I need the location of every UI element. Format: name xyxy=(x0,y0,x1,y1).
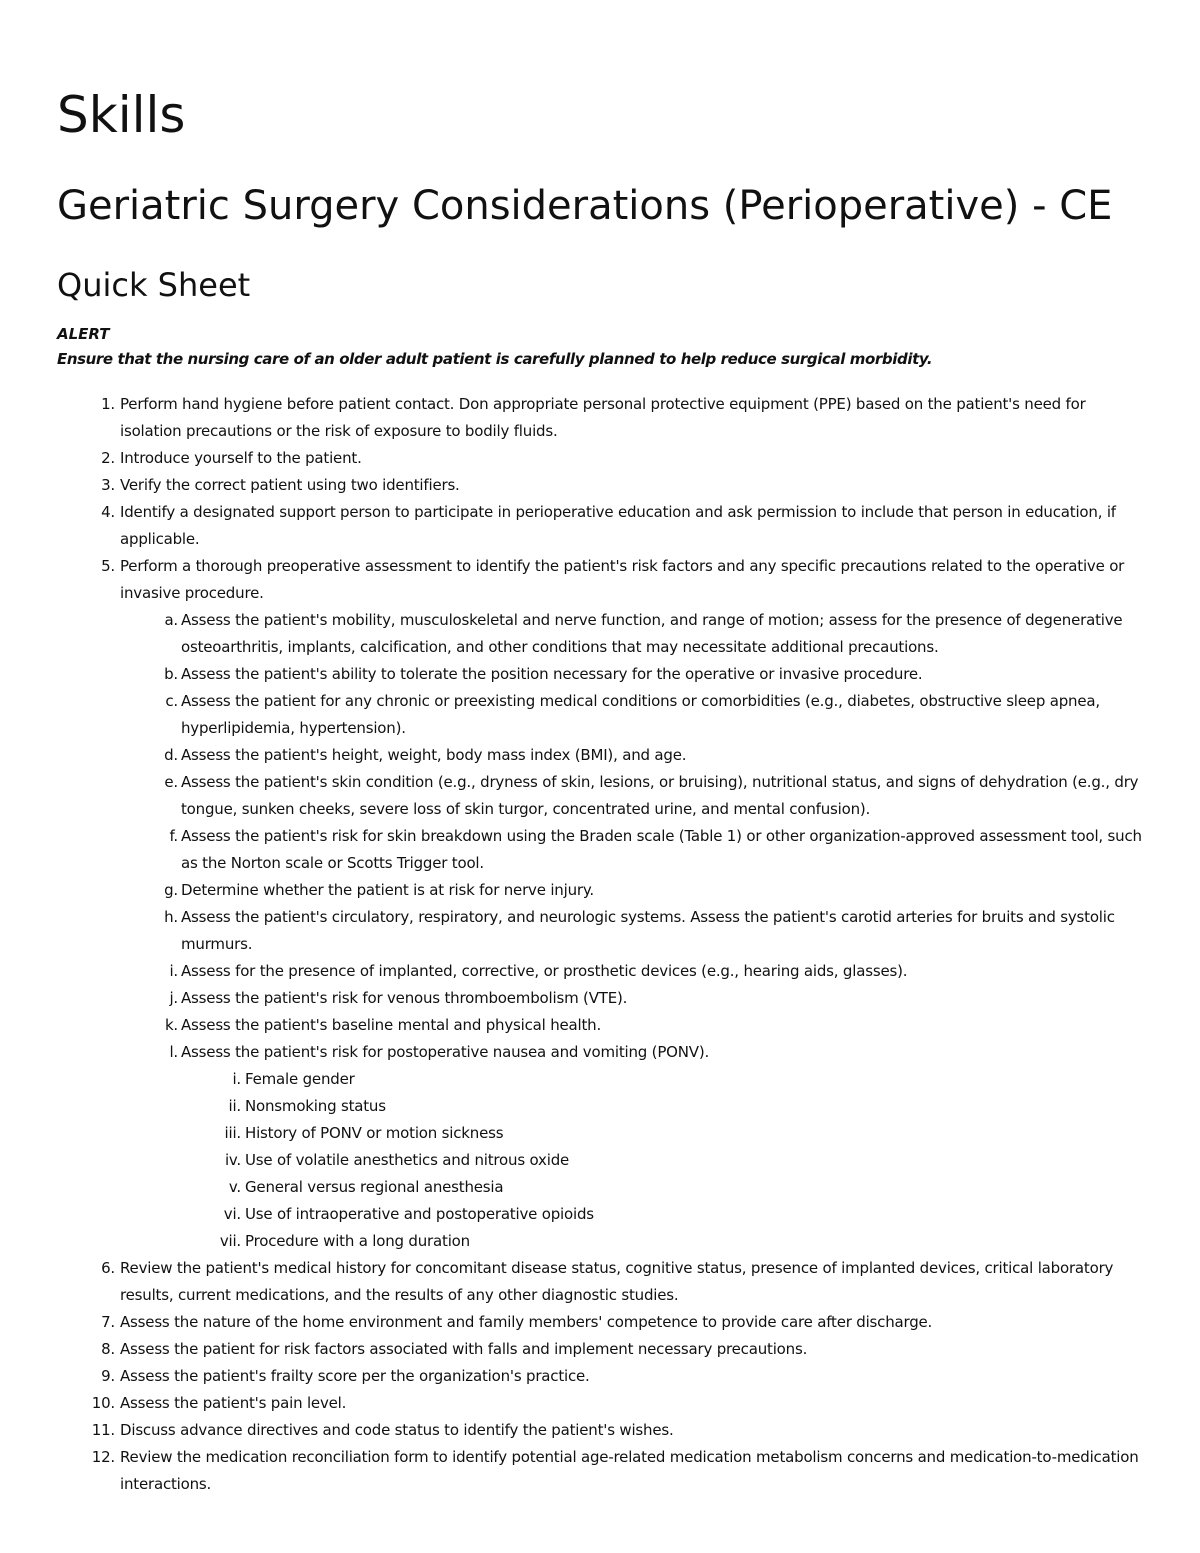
substep-item xyxy=(0,769,1200,823)
step-item xyxy=(0,553,1200,607)
list-marker: e. xyxy=(164,773,178,791)
list-marker: i. xyxy=(232,1070,241,1088)
list-marker: c. xyxy=(165,692,178,710)
substep-item xyxy=(0,1039,1200,1066)
list-marker: 2. xyxy=(101,449,115,467)
list-marker: f. xyxy=(169,827,178,845)
subsubstep-item xyxy=(0,1201,1200,1228)
list-item-text: Assess the patient's ability to tolerate the position necessary for the operative or invasive procedure. xyxy=(181,665,923,683)
subsubstep-item xyxy=(0,1174,1200,1201)
list-item-text: Assess the patient's height, weight, body mass index (BMI), and age. xyxy=(181,746,687,764)
list-marker: 8. xyxy=(101,1340,115,1358)
list-item-text: Determine whether the patient is at risk for nerve injury. xyxy=(181,881,594,899)
list-marker: 12. xyxy=(91,1448,115,1466)
list-item-text: Assess the patient for any chronic or preexisting medical conditions or comorbidities (e.g., diabetes, obstructive sleep apnea, hyperlipidemia, hypertension). xyxy=(181,692,1100,737)
list-item-text: Assess the patient's baseline mental and physical health. xyxy=(181,1016,602,1034)
step-item xyxy=(0,445,1200,472)
list-item-text: Perform a thorough preoperative assessment to identify the patient's risk factors and any specific precautions related to the operative or invasive procedure. xyxy=(120,557,1125,602)
substeps-list xyxy=(0,607,1200,1255)
subsubstep-item xyxy=(0,1228,1200,1255)
list-marker: 4. xyxy=(101,503,115,521)
substep-item xyxy=(0,1012,1200,1039)
list-item-text: Verify the correct patient using two identifiers. xyxy=(120,476,460,494)
list-item-text: Review the medication reconciliation form to identify potential age-related medication metabolism concerns and medication-to-medication interactions. xyxy=(120,1448,1139,1493)
substep-item xyxy=(0,688,1200,742)
list-item-text: Assess the patient's frailty score per the organization's practice. xyxy=(120,1367,590,1385)
subsubstep-item xyxy=(0,1120,1200,1147)
list-item-text: Assess the patient's skin condition (e.g., dryness of skin, lesions, or bruising), nutritional status, and signs of dehydration (e.g., dry tongue, sunken cheeks, severe loss of skin turgor, concentrated urine, and mental confusion). xyxy=(181,773,1139,818)
substep-item xyxy=(0,904,1200,958)
list-marker: k. xyxy=(164,1016,178,1034)
step-item xyxy=(0,1417,1200,1444)
list-marker: v. xyxy=(228,1178,241,1196)
list-marker: iii. xyxy=(224,1124,241,1142)
list-marker: g. xyxy=(164,881,178,899)
list-marker: b. xyxy=(164,665,178,683)
page-subtitle: Quick Sheet xyxy=(57,266,251,304)
substep-item xyxy=(0,958,1200,985)
substep-item xyxy=(0,742,1200,769)
list-item-text: Use of intraoperative and postoperative opioids xyxy=(245,1205,594,1223)
list-marker: 9. xyxy=(101,1367,115,1385)
list-marker: a. xyxy=(164,611,178,629)
list-marker: vii. xyxy=(219,1232,241,1250)
step-item xyxy=(0,472,1200,499)
substep-item xyxy=(0,877,1200,904)
list-item-text: Female gender xyxy=(245,1070,355,1088)
list-item-text: Assess the patient's pain level. xyxy=(120,1394,347,1412)
step-item xyxy=(0,1255,1200,1309)
list-item-text: Identify a designated support person to participate in perioperative education and ask permission to include that person in education, if applicable. xyxy=(120,503,1116,548)
step-item xyxy=(0,1309,1200,1336)
list-item-text: Perform hand hygiene before patient contact. Don appropriate personal protective equipment (PPE) based on the patient's need for isolation precautions or the risk of exposure to bodily fluids. xyxy=(120,395,1086,440)
list-item-text: Introduce yourself to the patient. xyxy=(120,449,362,467)
list-marker: 5. xyxy=(101,557,115,575)
list-marker: h. xyxy=(164,908,178,926)
list-marker: ii. xyxy=(228,1097,241,1115)
list-item-text: Assess the patient's circulatory, respiratory, and neurologic systems. Assess the patient's carotid arteries for bruits and systolic murmurs. xyxy=(181,908,1115,953)
list-marker: i. xyxy=(169,962,178,980)
alert-label: ALERT xyxy=(57,325,110,343)
subsubstep-item xyxy=(0,1147,1200,1174)
list-item-text: Nonsmoking status xyxy=(245,1097,386,1115)
page-title: Geriatric Surgery Considerations (Perioperative) - CE xyxy=(57,183,1113,229)
list-item-text: Assess the patient's risk for venous thromboembolism (VTE). xyxy=(181,989,628,1007)
list-marker: 3. xyxy=(101,476,115,494)
list-item-text: Assess the nature of the home environment and family members' competence to provide care after discharge. xyxy=(120,1313,933,1331)
list-marker: vi. xyxy=(223,1205,241,1223)
list-marker: iv. xyxy=(224,1151,241,1169)
list-item-text: Review the patient's medical history for concomitant disease status, cognitive status, presence of implanted devices, critical laboratory results, current medications, and the results of any other diagnostic studies. xyxy=(120,1259,1114,1304)
list-marker: j. xyxy=(169,989,178,1007)
list-marker: 7. xyxy=(101,1313,115,1331)
alert-text: Ensure that the nursing care of an older adult patient is carefully planned to help reduce surgical morbidity. xyxy=(57,350,933,368)
list-item-text: Assess the patient for risk factors associated with falls and implement necessary precautions. xyxy=(120,1340,808,1358)
list-item-text: General versus regional anesthesia xyxy=(245,1178,504,1196)
list-item-text: Assess the patient's risk for skin breakdown using the Braden scale (Table 1) or other organization-approved assessment tool, such as the Norton scale or Scotts Trigger tool. xyxy=(181,827,1142,872)
step-item xyxy=(0,391,1200,445)
list-marker: l. xyxy=(169,1043,178,1061)
substep-item xyxy=(0,661,1200,688)
list-marker: 10. xyxy=(91,1394,115,1412)
step-item xyxy=(0,1390,1200,1417)
step-item xyxy=(0,1336,1200,1363)
subsubsteps-list xyxy=(0,1066,1200,1255)
steps-list xyxy=(0,391,1200,1498)
substep-item xyxy=(0,985,1200,1012)
section-heading: Skills xyxy=(57,86,186,144)
list-item-text: History of PONV or motion sickness xyxy=(245,1124,504,1142)
substep-item xyxy=(0,607,1200,661)
list-marker: 11. xyxy=(91,1421,115,1439)
list-item-text: Assess the patient's risk for postoperative nausea and vomiting (PONV). xyxy=(181,1043,710,1061)
list-marker: 1. xyxy=(101,395,115,413)
step-item xyxy=(0,1363,1200,1390)
list-marker: d. xyxy=(164,746,178,764)
list-item-text: Assess the patient's mobility, musculoskeletal and nerve function, and range of motion; assess for the presence of degenerative osteoarthritis, implants, calcification, and other conditions that may necessitate additional precautions. xyxy=(181,611,1123,656)
list-item-text: Discuss advance directives and code status to identify the patient's wishes. xyxy=(120,1421,674,1439)
subsubstep-item xyxy=(0,1093,1200,1120)
subsubstep-item xyxy=(0,1066,1200,1093)
list-marker: 6. xyxy=(101,1259,115,1277)
list-item-text: Use of volatile anesthetics and nitrous oxide xyxy=(245,1151,570,1169)
list-item-text: Procedure with a long duration xyxy=(245,1232,470,1250)
step-item xyxy=(0,1444,1200,1498)
substep-item xyxy=(0,823,1200,877)
list-item-text: Assess for the presence of implanted, corrective, or prosthetic devices (e.g., hearing aids, glasses). xyxy=(181,962,908,980)
step-item xyxy=(0,499,1200,553)
